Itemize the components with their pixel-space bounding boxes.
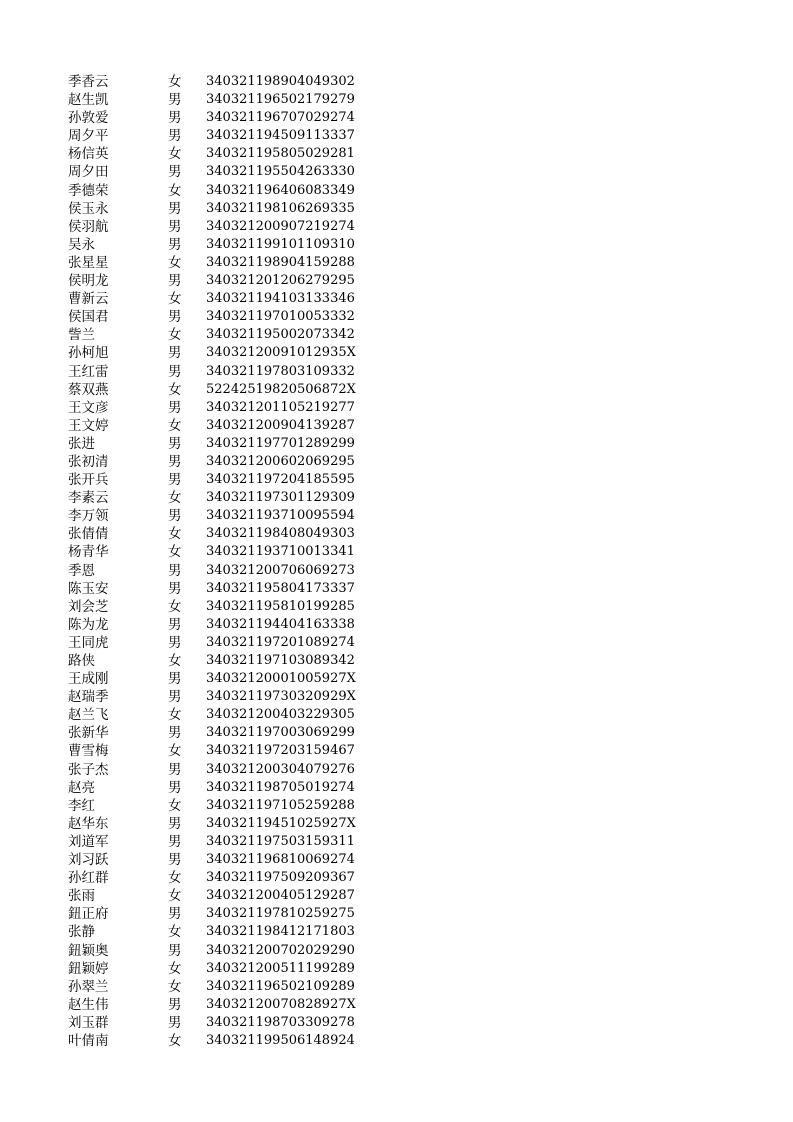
roster-row [68,670,368,688]
person-name: 訾兰 [68,327,95,344]
person-name: 王文婷 [68,417,109,434]
person-id-number: 340321200304079276 [206,761,355,777]
roster-row [68,200,368,218]
person-gender: 男 [168,580,182,597]
person-id-number: 340321197203159467 [206,743,355,759]
person-gender: 女 [168,417,182,434]
roster-row [68,833,368,851]
person-gender: 男 [168,852,182,869]
person-id-number: 340321200403229305 [206,707,355,723]
person-gender: 男 [168,164,182,181]
person-id-number: 340321200904139287 [206,417,355,433]
person-id-number: 340321198703309278 [206,1014,355,1030]
person-name: 李万领 [68,508,109,525]
person-gender: 男 [168,689,182,706]
person-gender: 女 [168,1032,182,1049]
roster-row [68,272,368,290]
person-name: 杨信英 [68,146,109,163]
person-gender: 男 [168,671,182,688]
person-id-number: 340321195504263330 [206,164,355,180]
roster-row [68,254,368,272]
person-gender: 男 [168,761,182,778]
roster-row [68,236,368,254]
person-name: 张星星 [68,254,109,271]
person-name: 赵生伟 [68,996,109,1013]
person-gender: 女 [168,978,182,995]
person-id-number: 340321194509113337 [206,128,355,144]
person-id-number: 340321198904049302 [206,74,355,89]
person-id-number: 340321197503159311 [206,833,355,849]
person-gender: 男 [168,616,182,633]
roster-row [68,344,368,362]
roster-row [68,996,368,1014]
roster-row [68,887,368,905]
person-gender: 女 [168,870,182,887]
roster-row [68,363,368,381]
roster-row [68,616,368,634]
person-id-number: 52242519820506872X [206,381,356,397]
person-gender: 女 [168,797,182,814]
person-id-number: 340321197301129309 [206,490,355,506]
person-id-number: 340321195804173337 [206,580,355,596]
person-gender: 男 [168,562,182,579]
roster-list [68,73,368,1050]
person-id-number: 340321200511199289 [206,960,355,976]
person-name: 张初清 [68,453,109,470]
person-name: 王红雷 [68,363,109,380]
roster-row [68,978,368,996]
person-gender: 女 [168,526,182,543]
person-name: 赵瑞季 [68,689,109,706]
person-gender: 男 [168,725,182,742]
person-id-number: 340321197003069299 [206,725,355,741]
person-id-number: 340321196502179279 [206,92,355,108]
person-id-number: 340321195002073342 [206,327,355,343]
person-gender: 男 [168,833,182,850]
person-id-number: 340321196406083349 [206,182,355,198]
person-name: 刘习跃 [68,852,109,869]
roster-row [68,489,368,507]
person-name: 王成刚 [68,671,109,688]
person-id-number: 340321194103133346 [206,291,355,307]
person-gender: 男 [168,128,182,145]
person-name: 蔡双燕 [68,381,109,398]
roster-row [68,652,368,670]
person-name: 孙柯旭 [68,345,109,362]
person-gender: 男 [168,779,182,796]
person-name: 侯羽航 [68,218,109,235]
roster-row [68,471,368,489]
person-name: 周夕田 [68,164,109,181]
roster-row [68,525,368,543]
roster-row [68,91,368,109]
person-name: 鈕颖婷 [68,960,109,977]
person-gender: 女 [168,598,182,615]
person-gender: 女 [168,707,182,724]
person-gender: 男 [168,942,182,959]
person-name: 陈玉安 [68,580,109,597]
person-id-number: 340321198904159288 [206,254,355,270]
person-id-number: 340321197105259288 [206,797,355,813]
person-id-number: 340321198106269335 [206,200,355,216]
person-name: 赵兰飞 [68,707,109,724]
person-gender: 男 [168,363,182,380]
person-id-number: 34032120091012935X [206,345,356,361]
person-gender: 女 [168,653,182,669]
person-name: 季恩 [68,562,95,579]
person-name: 曹新云 [68,291,109,308]
person-gender: 男 [168,236,182,253]
roster-row [68,218,368,236]
person-name: 赵生凯 [68,92,109,109]
person-name: 侯国君 [68,309,109,326]
person-id-number: 340321200602069295 [206,453,355,469]
person-gender: 女 [168,182,182,199]
roster-row [68,598,368,616]
person-name: 张新华 [68,725,109,742]
person-name: 鈕颖奥 [68,942,109,959]
person-gender: 女 [168,254,182,271]
person-gender: 男 [168,309,182,326]
person-name: 赵亮 [68,779,95,796]
person-id-number: 340321201206279295 [206,273,355,289]
person-name: 刘会芝 [68,598,109,615]
person-id-number: 340321198705019274 [206,779,355,795]
person-id-number: 340321198408049303 [206,526,355,542]
roster-row [68,543,368,561]
roster-row [68,905,368,923]
person-id-number: 34032119730320929X [206,689,356,705]
person-name: 鈕正府 [68,906,109,923]
person-name: 王文彦 [68,399,109,416]
person-name: 吴永 [68,236,95,253]
person-id-number: 340321193710095594 [206,508,355,524]
person-gender: 女 [168,490,182,507]
person-id-number: 340321200706069273 [206,562,355,578]
person-name: 张子杰 [68,761,109,778]
person-id-number: 340321197204185595 [206,472,355,488]
person-name: 张进 [68,435,95,452]
person-gender: 男 [168,218,182,235]
roster-row [68,163,368,181]
roster-row [68,869,368,887]
person-name: 孙翠兰 [68,978,109,995]
roster-row [68,145,368,163]
person-name: 周夕平 [68,128,109,145]
person-id-number: 340321195810199285 [206,598,355,614]
person-gender: 男 [168,453,182,470]
person-gender: 男 [168,906,182,923]
person-id-number: 340321197201089274 [206,634,355,650]
person-name: 张倩倩 [68,526,109,543]
person-id-number: 340321193710013341 [206,544,355,560]
person-id-number: 34032119451025927X [206,815,356,831]
person-gender: 男 [168,345,182,362]
person-name: 叶倩南 [68,1032,109,1049]
person-id-number: 340321197509209367 [206,870,355,886]
person-gender: 男 [168,435,182,452]
person-gender: 女 [168,924,182,941]
roster-row [68,1014,368,1032]
roster-row [68,453,368,471]
roster-row [68,724,368,742]
person-gender: 男 [168,399,182,416]
roster-row [68,562,368,580]
person-gender: 女 [168,74,182,90]
roster-row [68,435,368,453]
person-name: 杨青华 [68,544,109,561]
roster-row [68,417,368,435]
roster-row [68,1032,368,1050]
person-name: 刘玉群 [68,1014,109,1031]
person-id-number: 340321197103089342 [206,653,355,668]
person-name: 张静 [68,924,95,941]
person-name: 张开兵 [68,472,109,489]
person-name: 陈为龙 [68,616,109,633]
roster-row [68,960,368,978]
person-gender: 男 [168,508,182,525]
person-gender: 女 [168,743,182,760]
roster-row [68,742,368,760]
roster-row [68,73,368,91]
person-name: 李素云 [68,490,109,507]
person-id-number: 340321196810069274 [206,852,355,868]
person-name: 曹雪梅 [68,743,109,760]
roster-row [68,109,368,127]
person-name: 刘道军 [68,833,109,850]
person-name: 赵华东 [68,815,109,832]
person-gender: 女 [168,544,182,561]
person-name: 季香云 [68,74,109,90]
person-name: 季德荣 [68,182,109,199]
person-id-number: 340321196502109289 [206,978,355,994]
roster-row [68,923,368,941]
roster-row [68,815,368,833]
roster-row [68,797,368,815]
person-gender: 男 [168,996,182,1013]
person-id-number: 34032120001005927X [206,671,356,687]
person-gender: 女 [168,888,182,905]
person-name: 侯明龙 [68,273,109,290]
roster-row [68,761,368,779]
person-name: 侯玉永 [68,200,109,217]
person-id-number: 340321199506148924 [206,1032,355,1048]
person-gender: 女 [168,327,182,344]
person-id-number: 340321194404163338 [206,616,355,632]
person-id-number: 340321201105219277 [206,399,355,415]
person-name: 路侠 [68,653,95,669]
person-id-number: 340321198412171803 [206,924,355,940]
person-gender: 男 [168,92,182,109]
person-id-number: 340321199101109310 [206,236,355,252]
person-gender: 女 [168,146,182,163]
person-id-number: 340321197803109332 [206,363,355,379]
roster-row [68,706,368,724]
roster-row [68,290,368,308]
person-name: 张雨 [68,888,95,905]
person-name: 李红 [68,797,95,814]
roster-row [68,851,368,869]
roster-row [68,942,368,960]
person-gender: 男 [168,634,182,651]
person-gender: 男 [168,110,182,127]
roster-row [68,308,368,326]
person-gender: 男 [168,815,182,832]
person-id-number: 340321197010053332 [206,309,355,325]
roster-row [68,580,368,598]
person-gender: 男 [168,472,182,489]
roster-row [68,326,368,344]
person-id-number: 340321195805029281 [206,146,355,162]
roster-row [68,634,368,652]
person-gender: 男 [168,200,182,217]
person-id-number: 340321200907219274 [206,218,355,234]
person-name: 王同虎 [68,634,109,651]
person-id-number: 340321197810259275 [206,906,355,922]
person-name: 孙敦爱 [68,110,109,127]
person-gender: 女 [168,381,182,398]
person-id-number: 340321200405129287 [206,888,355,904]
roster-row [68,127,368,145]
roster-row [68,399,368,417]
roster-row [68,182,368,200]
person-gender: 女 [168,291,182,308]
person-gender: 女 [168,960,182,977]
roster-row [68,507,368,525]
person-gender: 男 [168,273,182,290]
person-id-number: 340321197701289299 [206,435,355,451]
person-id-number: 340321196707029274 [206,110,355,126]
roster-row [68,779,368,797]
person-gender: 男 [168,1014,182,1031]
roster-row [68,381,368,399]
person-id-number: 340321200702029290 [206,942,355,958]
roster-row [68,688,368,706]
person-name: 孙红群 [68,870,109,887]
person-id-number: 34032120070828927X [206,996,356,1012]
